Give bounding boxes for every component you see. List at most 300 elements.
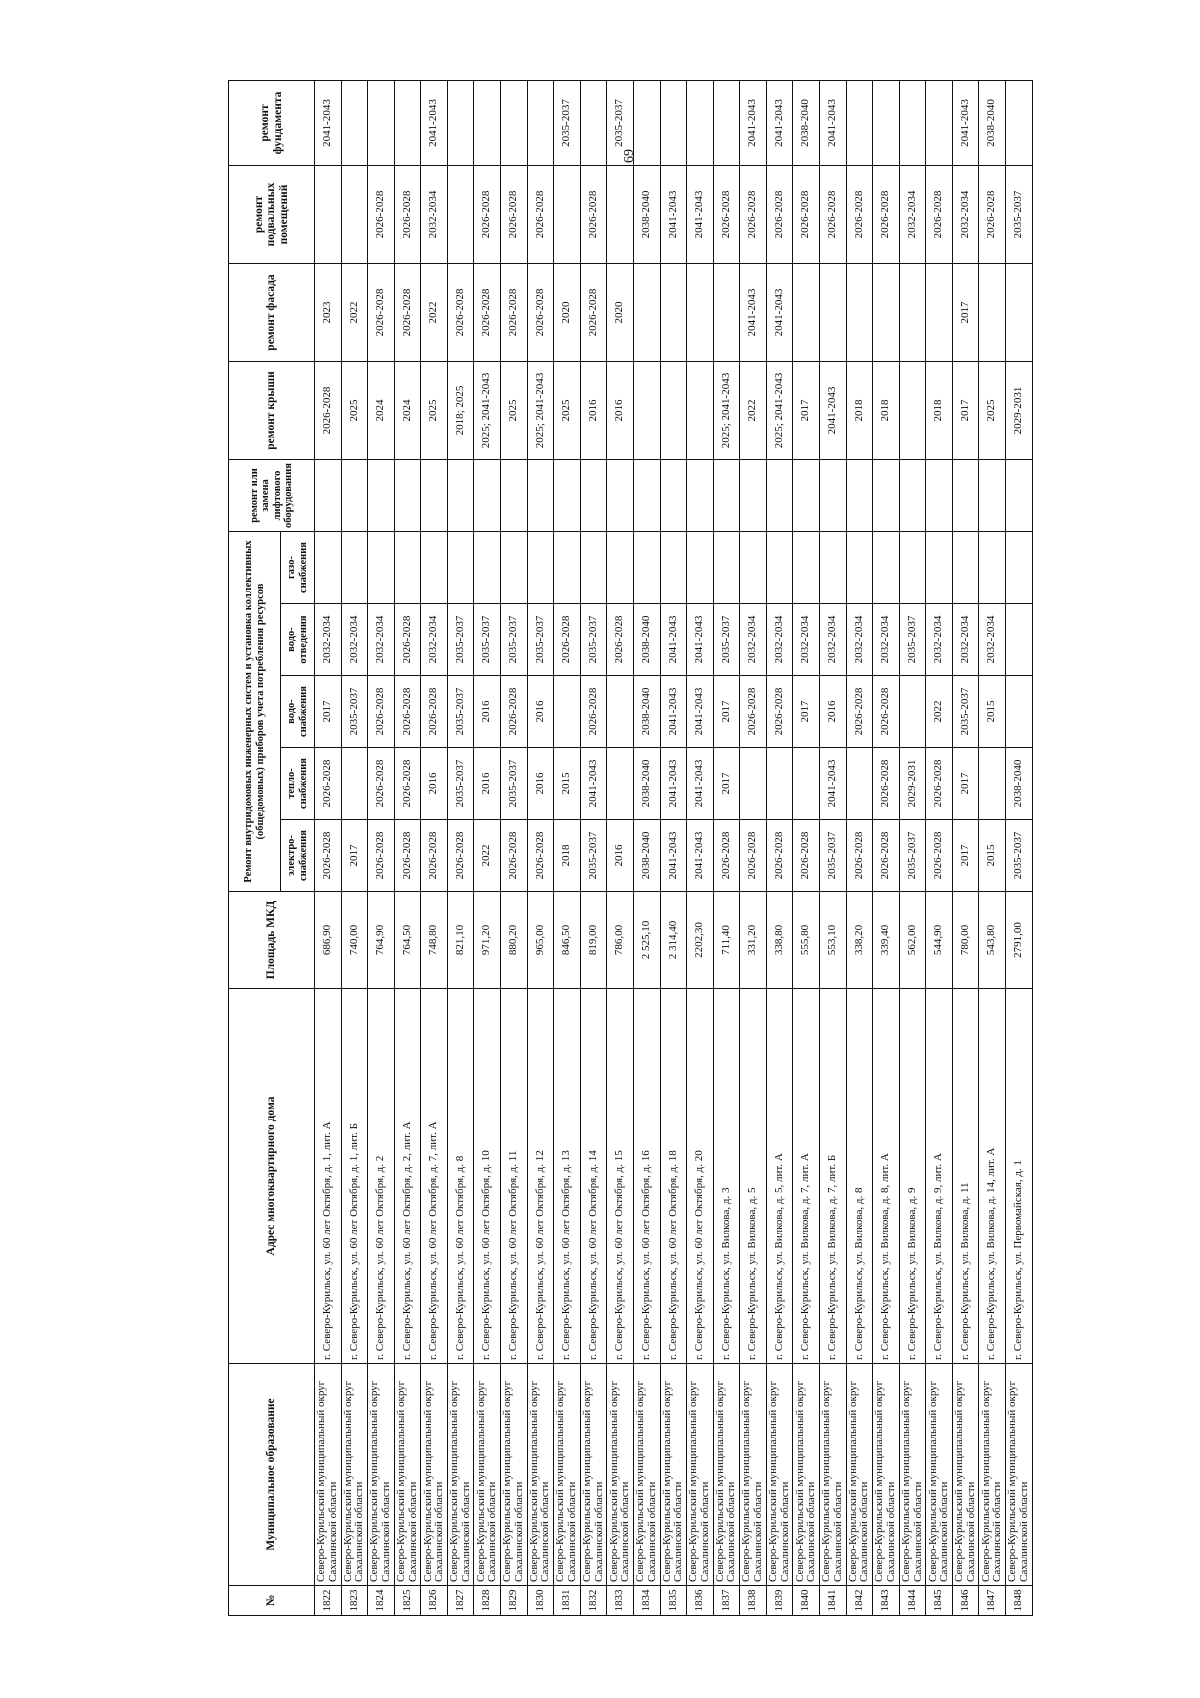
cell-elevator bbox=[766, 460, 793, 532]
cell-address: г. Северо-Курильск, ул. 60 лет Октября, д. 7, лит. А bbox=[421, 989, 448, 1364]
cell-electric: 2026-2028 bbox=[740, 820, 767, 892]
cell-area: 555,80 bbox=[793, 892, 820, 989]
cell-elevator bbox=[607, 460, 634, 532]
cell-elevator bbox=[580, 460, 607, 532]
cell-foundation bbox=[899, 81, 926, 166]
cell-gas bbox=[766, 532, 793, 604]
cell-gas bbox=[713, 532, 740, 604]
cell-basement: 2026-2028 bbox=[394, 166, 421, 264]
cell-heat: 2016 bbox=[421, 748, 448, 820]
cell-municipality: Северо-Курильский муниципальный округ Сахалинской области bbox=[687, 1364, 714, 1586]
cell-num: 1845 bbox=[926, 1586, 953, 1616]
cell-basement: 2041-2043 bbox=[660, 166, 687, 264]
cell-elevator bbox=[899, 460, 926, 532]
cell-num: 1848 bbox=[1006, 1586, 1033, 1616]
cell-municipality: Северо-Курильский муниципальный округ Сахалинской области bbox=[341, 1364, 368, 1586]
cell-elevator bbox=[713, 460, 740, 532]
table-row bbox=[899, 81, 926, 1616]
cell-roof: 2025 bbox=[501, 362, 528, 460]
cell-foundation: 2035-2037 bbox=[607, 81, 634, 166]
cell-area: 338,20 bbox=[846, 892, 873, 989]
cell-electric: 2022 bbox=[474, 820, 501, 892]
cell-elevator bbox=[926, 460, 953, 532]
cell-num: 1833 bbox=[607, 1586, 634, 1616]
cell-num: 1836 bbox=[687, 1586, 714, 1616]
cell-heat: 2016 bbox=[474, 748, 501, 820]
cell-water: 2041-2043 bbox=[660, 676, 687, 748]
cell-basement: 2026-2028 bbox=[766, 166, 793, 264]
cell-sewer: 2035-2037 bbox=[447, 604, 474, 676]
cell-heat: 2026-2028 bbox=[394, 748, 421, 820]
cell-municipality: Северо-Курильский муниципальный округ Сахалинской области bbox=[766, 1364, 793, 1586]
cell-address: г. Северо-Курильск, ул. 60 лет Октября, д. 14 bbox=[580, 989, 607, 1364]
cell-water: 2022 bbox=[926, 676, 953, 748]
table-row bbox=[819, 81, 846, 1616]
table-row bbox=[447, 81, 474, 1616]
cell-basement: 2032-2034 bbox=[899, 166, 926, 264]
cell-basement bbox=[554, 166, 581, 264]
cell-num: 1828 bbox=[474, 1586, 501, 1616]
cell-foundation bbox=[926, 81, 953, 166]
cell-basement: 2026-2028 bbox=[368, 166, 395, 264]
cell-facade: 2020 bbox=[607, 264, 634, 362]
cell-facade: 2017 bbox=[952, 264, 979, 362]
cell-address: г. Северо-Курильск, ул. 60 лет Октября, д. 1, лит. А bbox=[315, 989, 342, 1364]
cell-num: 1842 bbox=[846, 1586, 873, 1616]
table-row bbox=[368, 81, 395, 1616]
table-row bbox=[952, 81, 979, 1616]
cell-basement: 2026-2028 bbox=[527, 166, 554, 264]
cell-elevator bbox=[660, 460, 687, 532]
cell-water: 2026-2028 bbox=[766, 676, 793, 748]
cell-num: 1830 bbox=[527, 1586, 554, 1616]
cell-municipality: Северо-Курильский муниципальный округ Сахалинской области bbox=[501, 1364, 528, 1586]
cell-area: 544,90 bbox=[926, 892, 953, 989]
cell-facade: 2041-2043 bbox=[740, 264, 767, 362]
cell-area: 2 525,10 bbox=[633, 892, 660, 989]
table-row bbox=[1006, 81, 1033, 1616]
header-num: № bbox=[229, 1586, 315, 1616]
cell-municipality: Северо-Курильский муниципальный округ Сахалинской области bbox=[421, 1364, 448, 1586]
table-row bbox=[713, 81, 740, 1616]
cell-address: г. Северо-Курильск, ул. Вилкова, д. 9, лит. А bbox=[926, 989, 953, 1364]
rotated-table-container bbox=[228, 81, 1033, 1616]
cell-water: 2038-2040 bbox=[633, 676, 660, 748]
cell-foundation bbox=[447, 81, 474, 166]
cell-heat bbox=[846, 748, 873, 820]
cell-municipality: Северо-Курильский муниципальный округ Сахалинской области bbox=[873, 1364, 900, 1586]
cell-municipality: Северо-Курильский муниципальный округ Сахалинской области bbox=[607, 1364, 634, 1586]
cell-roof: 2024 bbox=[368, 362, 395, 460]
cell-electric: 2026-2028 bbox=[527, 820, 554, 892]
cell-area: 965,00 bbox=[527, 892, 554, 989]
cell-address: г. Северо-Курильск, ул. 60 лет Октября, д. 15 bbox=[607, 989, 634, 1364]
cell-area: 2791,00 bbox=[1006, 892, 1033, 989]
table-row bbox=[501, 81, 528, 1616]
table-row bbox=[846, 81, 873, 1616]
cell-foundation bbox=[846, 81, 873, 166]
cell-electric: 2026-2028 bbox=[926, 820, 953, 892]
cell-water: 2017 bbox=[713, 676, 740, 748]
cell-heat: 2038-2040 bbox=[633, 748, 660, 820]
cell-gas bbox=[873, 532, 900, 604]
cell-num: 1831 bbox=[554, 1586, 581, 1616]
table-row bbox=[740, 81, 767, 1616]
cell-sewer: 2032-2034 bbox=[740, 604, 767, 676]
cell-sewer: 2032-2034 bbox=[315, 604, 342, 676]
cell-elevator bbox=[952, 460, 979, 532]
cell-municipality: Северо-Курильский муниципальный округ Сахалинской области bbox=[527, 1364, 554, 1586]
cell-foundation bbox=[580, 81, 607, 166]
cell-municipality: Северо-Курильский муниципальный округ Сахалинской области bbox=[793, 1364, 820, 1586]
cell-address: г. Северо-Курильск, ул. 60 лет Октября, д. 11 bbox=[501, 989, 528, 1364]
table-body bbox=[315, 81, 1033, 1616]
cell-address: г. Северо-Курильск, ул. Вилкова, д. 7, лит. А bbox=[793, 989, 820, 1364]
cell-address: г. Северо-Курильск, ул. 60 лет Октября, д. 8 bbox=[447, 989, 474, 1364]
table-row bbox=[633, 81, 660, 1616]
cell-roof: 2026-2028 bbox=[315, 362, 342, 460]
cell-num: 1829 bbox=[501, 1586, 528, 1616]
cell-basement: 2035-2037 bbox=[1006, 166, 1033, 264]
cell-water: 2035-2037 bbox=[952, 676, 979, 748]
cell-roof: 2018 bbox=[846, 362, 873, 460]
cell-num: 1835 bbox=[660, 1586, 687, 1616]
cell-water: 2026-2028 bbox=[580, 676, 607, 748]
cell-address: г. Северо-Курильск, ул. Вилкова, д. 9 bbox=[899, 989, 926, 1364]
cell-elevator bbox=[633, 460, 660, 532]
cell-elevator bbox=[554, 460, 581, 532]
cell-electric: 2018 bbox=[554, 820, 581, 892]
cell-basement: 2032-2034 bbox=[952, 166, 979, 264]
cell-gas bbox=[687, 532, 714, 604]
cell-foundation bbox=[501, 81, 528, 166]
cell-num: 1840 bbox=[793, 1586, 820, 1616]
cell-num: 1832 bbox=[580, 1586, 607, 1616]
cell-facade bbox=[1006, 264, 1033, 362]
table-row bbox=[474, 81, 501, 1616]
cell-sewer: 2035-2037 bbox=[899, 604, 926, 676]
cell-gas bbox=[474, 532, 501, 604]
header-electric: электро-снабжения bbox=[281, 820, 315, 892]
cell-municipality: Северо-Курильский муниципальный округ Сахалинской области bbox=[926, 1364, 953, 1586]
cell-basement: 2026-2028 bbox=[713, 166, 740, 264]
cell-roof bbox=[687, 362, 714, 460]
cell-basement: 2041-2043 bbox=[687, 166, 714, 264]
cell-electric: 2026-2028 bbox=[766, 820, 793, 892]
cell-heat: 2026-2028 bbox=[873, 748, 900, 820]
cell-foundation: 2041-2043 bbox=[766, 81, 793, 166]
cell-facade bbox=[873, 264, 900, 362]
cell-sewer: 2032-2034 bbox=[873, 604, 900, 676]
cell-elevator bbox=[793, 460, 820, 532]
cell-gas bbox=[341, 532, 368, 604]
cell-basement bbox=[315, 166, 342, 264]
cell-sewer: 2032-2034 bbox=[926, 604, 953, 676]
cell-area: 740,00 bbox=[341, 892, 368, 989]
cell-elevator bbox=[687, 460, 714, 532]
cell-facade: 2022 bbox=[341, 264, 368, 362]
cell-foundation: 2038-2040 bbox=[979, 81, 1006, 166]
cell-area: 711,40 bbox=[713, 892, 740, 989]
table-row bbox=[687, 81, 714, 1616]
cell-elevator bbox=[873, 460, 900, 532]
cell-facade bbox=[819, 264, 846, 362]
cell-area: 764,90 bbox=[368, 892, 395, 989]
cell-sewer: 2032-2034 bbox=[793, 604, 820, 676]
cell-area: 686,90 bbox=[315, 892, 342, 989]
cell-gas bbox=[447, 532, 474, 604]
cell-sewer: 2026-2028 bbox=[607, 604, 634, 676]
cell-num: 1826 bbox=[421, 1586, 448, 1616]
cell-facade: 2026-2028 bbox=[474, 264, 501, 362]
cell-heat: 2016 bbox=[527, 748, 554, 820]
cell-electric: 2017 bbox=[952, 820, 979, 892]
cell-water bbox=[899, 676, 926, 748]
cell-basement bbox=[447, 166, 474, 264]
cell-municipality: Северо-Курильский муниципальный округ Сахалинской области bbox=[368, 1364, 395, 1586]
cell-heat: 2015 bbox=[554, 748, 581, 820]
table-row bbox=[926, 81, 953, 1616]
cell-basement: 2026-2028 bbox=[926, 166, 953, 264]
cell-sewer: 2035-2037 bbox=[527, 604, 554, 676]
cell-num: 1844 bbox=[899, 1586, 926, 1616]
cell-heat bbox=[607, 748, 634, 820]
cell-water: 2026-2028 bbox=[873, 676, 900, 748]
cell-heat: 2017 bbox=[952, 748, 979, 820]
cell-sewer: 2041-2043 bbox=[687, 604, 714, 676]
cell-heat bbox=[766, 748, 793, 820]
cell-foundation bbox=[873, 81, 900, 166]
cell-water: 2026-2028 bbox=[421, 676, 448, 748]
cell-basement bbox=[607, 166, 634, 264]
cell-municipality: Северо-Курильский муниципальный округ Сахалинской области bbox=[580, 1364, 607, 1586]
cell-num: 1843 bbox=[873, 1586, 900, 1616]
cell-sewer: 2035-2037 bbox=[474, 604, 501, 676]
cell-address: г. Северо-Курильск, ул. 60 лет Октября, д. 2 bbox=[368, 989, 395, 1364]
cell-basement: 2026-2028 bbox=[793, 166, 820, 264]
cell-municipality: Северо-Курильский муниципальный округ Сахалинской области bbox=[660, 1364, 687, 1586]
cell-sewer: 2026-2028 bbox=[394, 604, 421, 676]
cell-municipality: Северо-Курильский муниципальный округ Сахалинской области bbox=[447, 1364, 474, 1586]
cell-area: 971,20 bbox=[474, 892, 501, 989]
cell-gas bbox=[979, 532, 1006, 604]
cell-elevator bbox=[1006, 460, 1033, 532]
cell-num: 1823 bbox=[341, 1586, 368, 1616]
cell-address: г. Северо-Курильск, ул. Вилкова, д. 11 bbox=[952, 989, 979, 1364]
cell-gas bbox=[660, 532, 687, 604]
cell-facade: 2026-2028 bbox=[394, 264, 421, 362]
table-row bbox=[421, 81, 448, 1616]
cell-address: г. Северо-Курильск, ул. 60 лет Октября, д. 18 bbox=[660, 989, 687, 1364]
cell-electric: 2026-2028 bbox=[421, 820, 448, 892]
cell-num: 1822 bbox=[315, 1586, 342, 1616]
cell-electric: 2041-2043 bbox=[687, 820, 714, 892]
cell-sewer: 2035-2037 bbox=[713, 604, 740, 676]
cell-heat bbox=[979, 748, 1006, 820]
cell-basement bbox=[341, 166, 368, 264]
cell-roof: 2025; 2041-2043 bbox=[474, 362, 501, 460]
cell-heat: 2035-2037 bbox=[447, 748, 474, 820]
cell-roof: 2024 bbox=[394, 362, 421, 460]
cell-area: 786,00 bbox=[607, 892, 634, 989]
cell-water: 2026-2028 bbox=[394, 676, 421, 748]
cell-electric: 2035-2037 bbox=[899, 820, 926, 892]
cell-roof: 2017 bbox=[793, 362, 820, 460]
cell-roof: 2022 bbox=[740, 362, 767, 460]
header-roof: ремонт крыши bbox=[229, 362, 315, 460]
cell-roof bbox=[633, 362, 660, 460]
cell-facade: 2026-2028 bbox=[501, 264, 528, 362]
cell-sewer: 2032-2034 bbox=[846, 604, 873, 676]
cell-electric: 2026-2028 bbox=[501, 820, 528, 892]
cell-municipality: Северо-Курильский муниципальный округ Сахалинской области bbox=[554, 1364, 581, 1586]
cell-roof: 2025 bbox=[421, 362, 448, 460]
cell-elevator bbox=[474, 460, 501, 532]
cell-heat: 2017 bbox=[713, 748, 740, 820]
cell-elevator bbox=[979, 460, 1006, 532]
cell-water: 2035-2037 bbox=[341, 676, 368, 748]
cell-elevator bbox=[394, 460, 421, 532]
cell-basement: 2032-2034 bbox=[421, 166, 448, 264]
cell-foundation bbox=[713, 81, 740, 166]
cell-heat: 2041-2043 bbox=[660, 748, 687, 820]
cell-facade bbox=[660, 264, 687, 362]
cell-address: г. Северо-Курильск, ул. Вилкова, д. 8, лит. А bbox=[873, 989, 900, 1364]
cell-gas bbox=[368, 532, 395, 604]
cell-foundation bbox=[633, 81, 660, 166]
cell-water: 2026-2028 bbox=[740, 676, 767, 748]
cell-facade bbox=[793, 264, 820, 362]
cell-water: 2017 bbox=[315, 676, 342, 748]
table-row bbox=[793, 81, 820, 1616]
cell-sewer: 2032-2034 bbox=[368, 604, 395, 676]
cell-address: г. Северо-Курильск, ул. Первомайская, д. 1 bbox=[1006, 989, 1033, 1364]
cell-roof: 2025; 2041-2043 bbox=[527, 362, 554, 460]
header-municipality: Муниципальное образование bbox=[229, 1364, 315, 1586]
cell-municipality: Северо-Курильский муниципальный округ Сахалинской области bbox=[740, 1364, 767, 1586]
cell-address: г. Северо-Курильск, ул. Вилкова, д. 5, лит. А bbox=[766, 989, 793, 1364]
cell-electric: 2026-2028 bbox=[846, 820, 873, 892]
cell-area: 764,50 bbox=[394, 892, 421, 989]
cell-gas bbox=[554, 532, 581, 604]
cell-municipality: Северо-Курильский муниципальный округ Сахалинской области bbox=[1006, 1364, 1033, 1586]
cell-elevator bbox=[421, 460, 448, 532]
cell-facade bbox=[979, 264, 1006, 362]
cell-gas bbox=[501, 532, 528, 604]
cell-foundation: 2041-2043 bbox=[819, 81, 846, 166]
header-foundation: ремонт фундамента bbox=[229, 81, 315, 166]
cell-facade: 2022 bbox=[421, 264, 448, 362]
cell-facade bbox=[687, 264, 714, 362]
cell-area: 2 314,40 bbox=[660, 892, 687, 989]
cell-electric: 2035-2037 bbox=[1006, 820, 1033, 892]
cell-elevator bbox=[740, 460, 767, 532]
cell-roof: 2025 bbox=[554, 362, 581, 460]
cell-sewer: 2041-2043 bbox=[660, 604, 687, 676]
cell-facade: 2026-2028 bbox=[447, 264, 474, 362]
cell-gas bbox=[846, 532, 873, 604]
header-facade: ремонт фасада bbox=[229, 264, 315, 362]
cell-roof: 2018 bbox=[926, 362, 953, 460]
cell-facade bbox=[633, 264, 660, 362]
cell-basement: 2026-2028 bbox=[979, 166, 1006, 264]
cell-address: г. Северо-Курильск, ул. 60 лет Октября, д. 12 bbox=[527, 989, 554, 1364]
table-row bbox=[527, 81, 554, 1616]
cell-num: 1837 bbox=[713, 1586, 740, 1616]
cell-water bbox=[554, 676, 581, 748]
cell-sewer: 2032-2034 bbox=[979, 604, 1006, 676]
cell-num: 1841 bbox=[819, 1586, 846, 1616]
table-row bbox=[580, 81, 607, 1616]
cell-area: 821,10 bbox=[447, 892, 474, 989]
cell-electric: 2041-2043 bbox=[660, 820, 687, 892]
cell-water: 2016 bbox=[527, 676, 554, 748]
cell-water bbox=[607, 676, 634, 748]
cell-gas bbox=[952, 532, 979, 604]
cell-area: 846,50 bbox=[554, 892, 581, 989]
cell-facade bbox=[899, 264, 926, 362]
cell-sewer: 2035-2037 bbox=[501, 604, 528, 676]
cell-electric: 2026-2028 bbox=[394, 820, 421, 892]
cell-foundation bbox=[527, 81, 554, 166]
cell-num: 1824 bbox=[368, 1586, 395, 1616]
header-water: водо-снабжения bbox=[281, 676, 315, 748]
header-area: Площадь МКД bbox=[229, 892, 315, 989]
header-sewer: водо-отведения bbox=[281, 604, 315, 676]
cell-area: 331,20 bbox=[740, 892, 767, 989]
cell-gas bbox=[740, 532, 767, 604]
cell-water: 2026-2028 bbox=[846, 676, 873, 748]
cell-heat bbox=[740, 748, 767, 820]
cell-area: 339,40 bbox=[873, 892, 900, 989]
cell-area: 543,80 bbox=[979, 892, 1006, 989]
cell-facade: 2026-2028 bbox=[527, 264, 554, 362]
cell-electric: 2026-2028 bbox=[368, 820, 395, 892]
cell-foundation: 2041-2043 bbox=[952, 81, 979, 166]
table-row bbox=[315, 81, 342, 1616]
cell-elevator bbox=[501, 460, 528, 532]
cell-foundation: 2035-2037 bbox=[554, 81, 581, 166]
cell-roof: 2016 bbox=[607, 362, 634, 460]
header-gas: газо-снабжения bbox=[281, 532, 315, 604]
cell-heat: 2041-2043 bbox=[580, 748, 607, 820]
cell-electric: 2026-2028 bbox=[713, 820, 740, 892]
cell-num: 1838 bbox=[740, 1586, 767, 1616]
cell-gas bbox=[793, 532, 820, 604]
cell-address: г. Северо-Курильск, ул. 60 лет Октября, д. 10 bbox=[474, 989, 501, 1364]
cell-heat: 2038-2040 bbox=[1006, 748, 1033, 820]
cell-gas bbox=[527, 532, 554, 604]
cell-heat bbox=[341, 748, 368, 820]
cell-water bbox=[1006, 676, 1033, 748]
cell-address: г. Северо-Курильск, ул. 60 лет Октября, д. 1, лит. Б bbox=[341, 989, 368, 1364]
cell-foundation bbox=[368, 81, 395, 166]
cell-elevator bbox=[819, 460, 846, 532]
header-address: Адрес многоквартирного дома bbox=[229, 989, 315, 1364]
header-basement: ремонт подвальных помещений bbox=[229, 166, 315, 264]
cell-municipality: Северо-Курильский муниципальный округ Сахалинской области bbox=[899, 1364, 926, 1586]
cell-roof: 2025; 2041-2043 bbox=[713, 362, 740, 460]
cell-heat: 2026-2028 bbox=[315, 748, 342, 820]
cell-municipality: Северо-Курильский муниципальный округ Сахалинской области bbox=[846, 1364, 873, 1586]
cell-gas bbox=[1006, 532, 1033, 604]
cell-water: 2017 bbox=[793, 676, 820, 748]
cell-sewer: 2035-2037 bbox=[580, 604, 607, 676]
cell-sewer: 2032-2034 bbox=[421, 604, 448, 676]
cell-gas bbox=[926, 532, 953, 604]
page-number: 69 bbox=[622, 149, 637, 163]
cell-gas bbox=[315, 532, 342, 604]
